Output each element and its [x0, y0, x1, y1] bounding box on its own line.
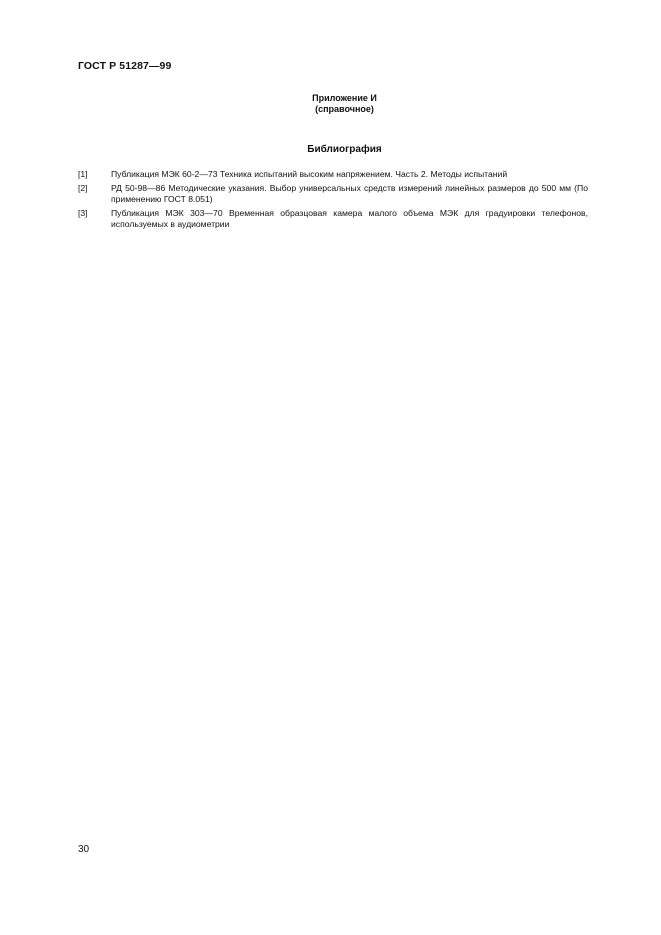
bibliography-list — [78, 169, 588, 233]
bibliography-number: [3] — [78, 208, 88, 218]
bibliography-item — [78, 183, 588, 205]
appendix-subtitle: (справочное) — [315, 104, 374, 114]
page-number: 30 — [78, 844, 90, 855]
bibliography-item — [78, 208, 588, 230]
bibliography-number: [2] — [78, 183, 88, 193]
bibliography-text: Публикация МЭК 303—70 Временная образцовая камера малого объема МЭК для градуировки телефонов, используемых в аудиометрии — [111, 208, 588, 229]
section-title: Библиография — [307, 144, 382, 155]
bibliography-text: РД 50-98—86 Методические указания. Выбор универсальных средств измерений линейных размеров до 500 мм (По применению ГОСТ 8.051) — [111, 183, 588, 204]
appendix-heading — [0, 93, 661, 115]
bibliography-item — [78, 169, 588, 180]
bibliography-number: [1] — [78, 169, 88, 179]
bibliography-text: Публикация МЭК 60-2—73 Техника испытаний высоким напряжением. Часть 2. Методы испытаний — [111, 169, 508, 179]
appendix-title: Приложение И — [312, 93, 377, 103]
document-code: ГОСТ Р 51287—99 — [78, 60, 172, 72]
